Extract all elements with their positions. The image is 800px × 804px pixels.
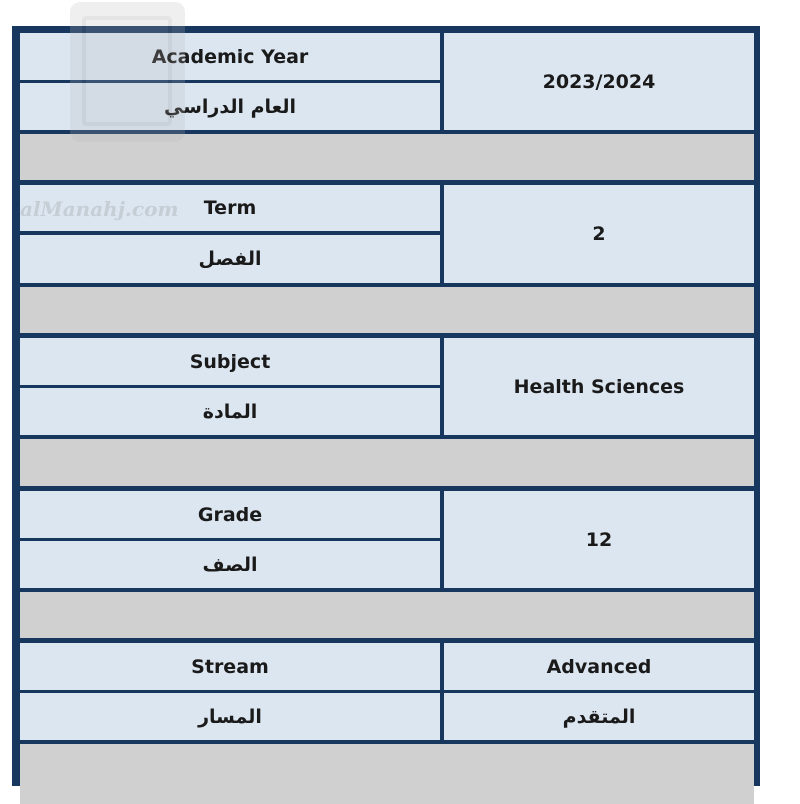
label-stream-en: Stream	[20, 643, 440, 690]
label-term-en: Term	[20, 185, 440, 231]
separator-row	[20, 439, 754, 486]
value-term: 2	[444, 185, 754, 283]
label-academic-year-en: Academic Year	[20, 33, 440, 80]
value-stream-en: Advanced	[444, 643, 754, 690]
separator-row	[20, 592, 754, 638]
info-table	[12, 26, 760, 786]
label-grade-ar: الصف	[20, 541, 440, 588]
value-grade: 12	[444, 491, 754, 588]
value-academic-year: 2023/2024	[444, 33, 754, 130]
value-subject: Health Sciences	[444, 338, 754, 435]
label-stream-ar: المسار	[20, 693, 440, 740]
separator-row	[20, 287, 754, 333]
separator-row	[20, 134, 754, 180]
label-grade-en: Grade	[20, 491, 440, 538]
label-subject-ar: المادة	[20, 388, 440, 435]
value-stream-ar: المتقدم	[444, 693, 754, 740]
label-subject-en: Subject	[20, 338, 440, 385]
label-term-ar: الفصل	[20, 235, 440, 283]
label-academic-year-ar: العام الدراسي	[20, 83, 440, 130]
watermark-site: alManahj.com	[20, 197, 179, 221]
separator-row	[20, 744, 754, 804]
